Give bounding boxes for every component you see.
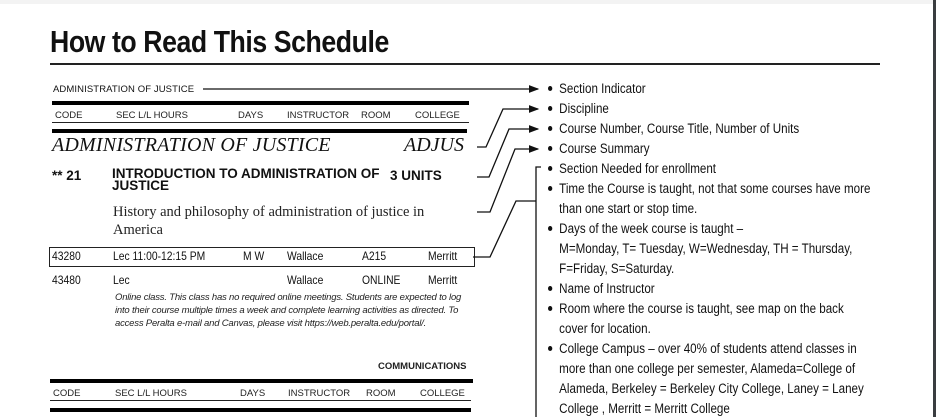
section-code: 43480 <box>52 273 81 287</box>
online-class-note: Online class. This class has no required online meetings. Students are expected to log into their course multiple times a week and complete learning activities as directed. To access Peralta e-mail and Canvas, please visit https://web.peralta.edu/portal/. <box>115 292 462 329</box>
course-number: ** 21 <box>52 168 82 183</box>
header-days: DAYS <box>238 110 264 121</box>
page-title: How to Read This Schedule <box>50 24 389 59</box>
legend-item-time: Time the Course is taught, not that some courses have more than one start or stop time. <box>548 179 870 219</box>
course-title: INTRODUCTION TO ADMINISTRATION OF JUSTICE <box>112 166 380 193</box>
header2-college: COLLEGE <box>420 388 465 399</box>
header2-days: DAYS <box>240 388 266 399</box>
section-instructor: Wallace <box>287 249 324 263</box>
legend-item-discipline: Discipline <box>548 99 609 119</box>
section-room: A215 <box>362 249 387 263</box>
bullet-icon <box>548 306 552 311</box>
legend-item-course-number: Course Number, Course Title, Number of Units <box>548 119 799 139</box>
section-room: ONLINE <box>362 273 401 287</box>
legend-item-course-summary: Course Summary <box>548 139 650 159</box>
header-instructor: INSTRUCTOR <box>287 110 350 121</box>
header-room: ROOM <box>361 110 391 121</box>
bullet-icon <box>548 106 552 111</box>
section-days: M W <box>243 249 265 263</box>
section-instructor: Wallace <box>287 273 324 287</box>
legend-item-room: Room where the course is taught, see map on the back cover for location. <box>548 299 844 339</box>
section-type-hours: Lec 11:00-12:15 PM <box>113 249 206 263</box>
legend-item-section-indicator: Section Indicator <box>548 79 646 99</box>
section-college: Merritt <box>428 249 458 263</box>
discipline-name: ADMINISTRATION OF JUSTICE <box>52 134 331 156</box>
bullet-icon <box>548 286 552 291</box>
bullet-icon <box>548 346 552 351</box>
legend-item-college: College Campus – over 40% of students attend classes in more than one college per semester, Alameda=College of Alameda, Berkeley = Berkeley City College, Laney = Laney College , Merritt = Merritt College <box>548 339 864 419</box>
bullet-icon <box>548 186 552 191</box>
header2-sec-hours: SEC L/L HOURS <box>115 388 187 399</box>
header-sec-hours: SEC L/L HOURS <box>116 110 188 121</box>
bullet-icon <box>548 126 552 131</box>
legend-item-section-needed: Section Needed for enrollment <box>548 159 716 179</box>
bullet-icon <box>548 226 552 231</box>
section-indicator: ADMINISTRATION OF JUSTICE <box>53 84 195 95</box>
header-college: COLLEGE <box>415 110 460 121</box>
section-code: 43280 <box>52 249 81 263</box>
discipline-abbr: ADJUS <box>404 134 464 156</box>
header2-room: ROOM <box>366 388 396 399</box>
legend-item-instructor: Name of Instructor <box>548 279 655 299</box>
next-section-indicator: COMMUNICATIONS <box>378 361 467 372</box>
header2-code: CODE <box>53 388 81 399</box>
section-college: Merritt <box>428 273 458 287</box>
course-units: 3 UNITS <box>390 168 442 183</box>
bullet-icon <box>548 166 552 171</box>
header-code: CODE <box>55 110 83 121</box>
bullet-icon <box>548 146 552 151</box>
course-summary: History and philosophy of administration of justice in America <box>113 204 425 238</box>
legend-item-days: Days of the week course is taught – M=Monday, T= Tuesday, W=Wednesday, TH = Thursday, F=Friday, S=Saturday. <box>548 219 852 279</box>
header2-instructor: INSTRUCTOR <box>288 388 351 399</box>
section-type-hours: Lec <box>113 273 130 287</box>
bullet-icon <box>548 86 552 91</box>
